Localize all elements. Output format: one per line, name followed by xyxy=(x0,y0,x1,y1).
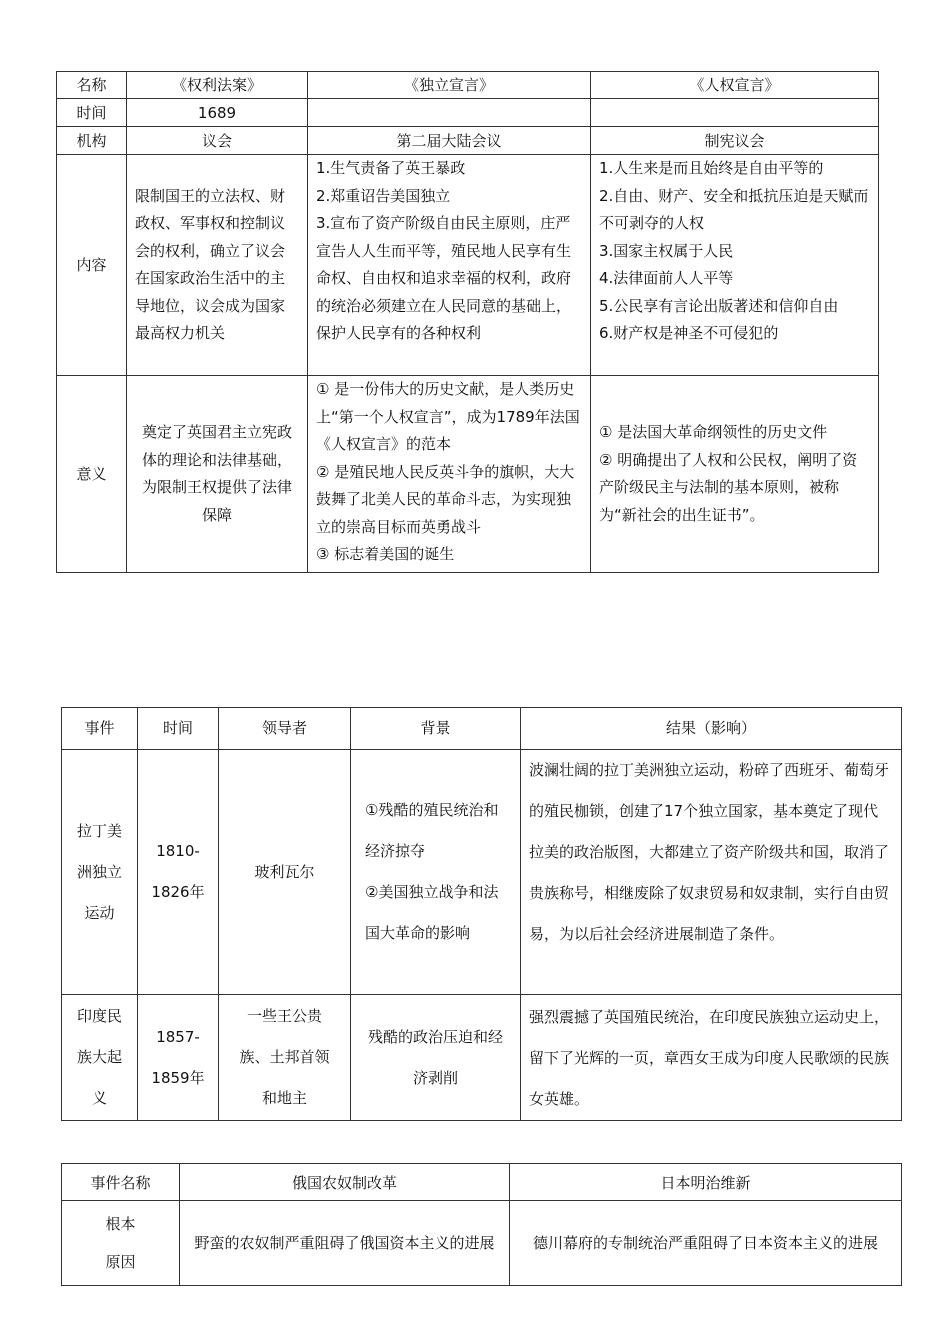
header-event-name: 事件名称 xyxy=(62,1164,180,1201)
table-row xyxy=(57,127,879,155)
row-label-content: 内容 xyxy=(57,155,127,376)
table-row xyxy=(62,1201,902,1286)
row-label-org: 机构 xyxy=(57,127,127,155)
table-row xyxy=(62,995,902,1121)
content-declaration-of-independence: 1.生气责备了英王暴政 2.郑重诏告美国独立 3.宣布了资产阶级自由民主原则，庄严宣告人人生而平等，殖民地人民享有生命权、自由权和追求幸福的权利，政府的统治必须建立在人民同意的基础上，保护人民享有的各种权利 xyxy=(308,155,591,376)
header-result: 结果（影响） xyxy=(521,708,902,750)
cause-russia: 野蛮的农奴制严重阻碍了俄国资本主义的进展 xyxy=(180,1201,510,1286)
row-label-meaning: 意义 xyxy=(57,376,127,573)
independence-movements-table xyxy=(61,707,902,1121)
header-russia-reform: 俄国农奴制改革 xyxy=(180,1164,510,1201)
row-label-root-cause: 根本原因 xyxy=(62,1201,180,1286)
time-declaration-of-independence xyxy=(308,99,591,127)
table-header-row xyxy=(57,72,879,99)
time-bill-of-rights: 1689 xyxy=(127,99,308,127)
result-india: 强烈震撼了英国殖民统治，在印度民族独立运动史上，留下了光辉的一页，章西女王成为印度人民歌颂的民族女英雄。 xyxy=(521,995,902,1121)
header-background: 背景 xyxy=(351,708,521,750)
table-header-row xyxy=(62,1164,902,1201)
row-label-time: 时间 xyxy=(57,99,127,127)
table-header-row xyxy=(62,708,902,750)
meaning-declaration-of-independence: ① 是一份伟大的历史文献，是人类历史上“第一个人权宣言”，成为1789年法国《人权宣言》的范本 ② 是殖民地人民反英斗争的旗帜，大大鼓舞了北美人民的革命斗志，为实现独立的崇高目标而英勇战斗 ③ 标志着美国的诞生 xyxy=(308,376,591,573)
table-row xyxy=(62,750,902,995)
content-declaration-of-rights-of-man: 1.人生来是而且始终是自由平等的 2.自由、财产、安全和抵抗压迫是天赋而不可剥夺的人权 3.国家主权属于人民 4.法律面前人人平等 5.公民享有言论出版著述和信仰自由 6.财产权是神圣不可侵犯的 xyxy=(591,155,879,376)
table-row xyxy=(57,155,879,376)
time-india: 1857-1859年 xyxy=(138,995,219,1121)
header-name: 名称 xyxy=(57,72,127,99)
header-leader: 领导者 xyxy=(219,708,351,750)
background-india: 残酷的政治压迫和经济剥削 xyxy=(351,995,521,1121)
event-india: 印度民族大起义 xyxy=(62,995,138,1121)
org-declaration-of-independence: 第二届大陆会议 xyxy=(308,127,591,155)
meaning-bill-of-rights: 奠定了英国君主立宪政体的理论和法律基础，为限制王权提供了法律保障 xyxy=(127,376,308,573)
header-event: 事件 xyxy=(62,708,138,750)
org-bill-of-rights: 议会 xyxy=(127,127,308,155)
result-latin-america: 波澜壮阔的拉丁美洲独立运动，粉碎了西班牙、葡萄牙的殖民枷锁，创建了17个独立国家，基本奠定了现代拉美的政治版图，大都建立了资产阶级共和国，取消了贵族称号，相继废除了奴隶贸易和奴隶制，实行自由贸易，为以后社会经济进展制造了条件。 xyxy=(521,750,902,995)
table-row xyxy=(57,376,879,573)
cause-japan: 德川幕府的专制统治严重阻碍了日本资本主义的进展 xyxy=(510,1201,902,1286)
leader-india: 一些王公贵族、土邦首领和地主 xyxy=(219,995,351,1121)
header-bill-of-rights: 《权利法案》 xyxy=(127,72,308,99)
event-latin-america: 拉丁美洲独立运动 xyxy=(62,750,138,995)
reform-comparison-table xyxy=(61,1163,902,1286)
leader-latin-america: 玻利瓦尔 xyxy=(219,750,351,995)
header-declaration-of-rights-of-man: 《人权宣言》 xyxy=(591,72,879,99)
time-latin-america: 1810-1826年 xyxy=(138,750,219,995)
time-declaration-of-rights-of-man xyxy=(591,99,879,127)
org-declaration-of-rights-of-man: 制宪议会 xyxy=(591,127,879,155)
table-row xyxy=(57,99,879,127)
content-bill-of-rights: 限制国王的立法权、财政权、军事权和控制议会的权利，确立了议会在国家政治生活中的主导地位，议会成为国家最高权力机关 xyxy=(127,155,308,376)
meaning-declaration-of-rights-of-man: ① 是法国大革命纲领性的历史文件 ② 明确提出了人权和公民权，阐明了资产阶级民主与法制的基本原则，被称为“新社会的出生证书”。 xyxy=(591,376,879,573)
header-time: 时间 xyxy=(138,708,219,750)
declarations-table xyxy=(56,71,879,573)
header-meiji-restoration: 日本明治维新 xyxy=(510,1164,902,1201)
header-declaration-of-independence: 《独立宣言》 xyxy=(308,72,591,99)
background-latin-america: ①残酷的殖民统治和经济掠夺 ②美国独立战争和法国大革命的影响 xyxy=(351,750,521,995)
